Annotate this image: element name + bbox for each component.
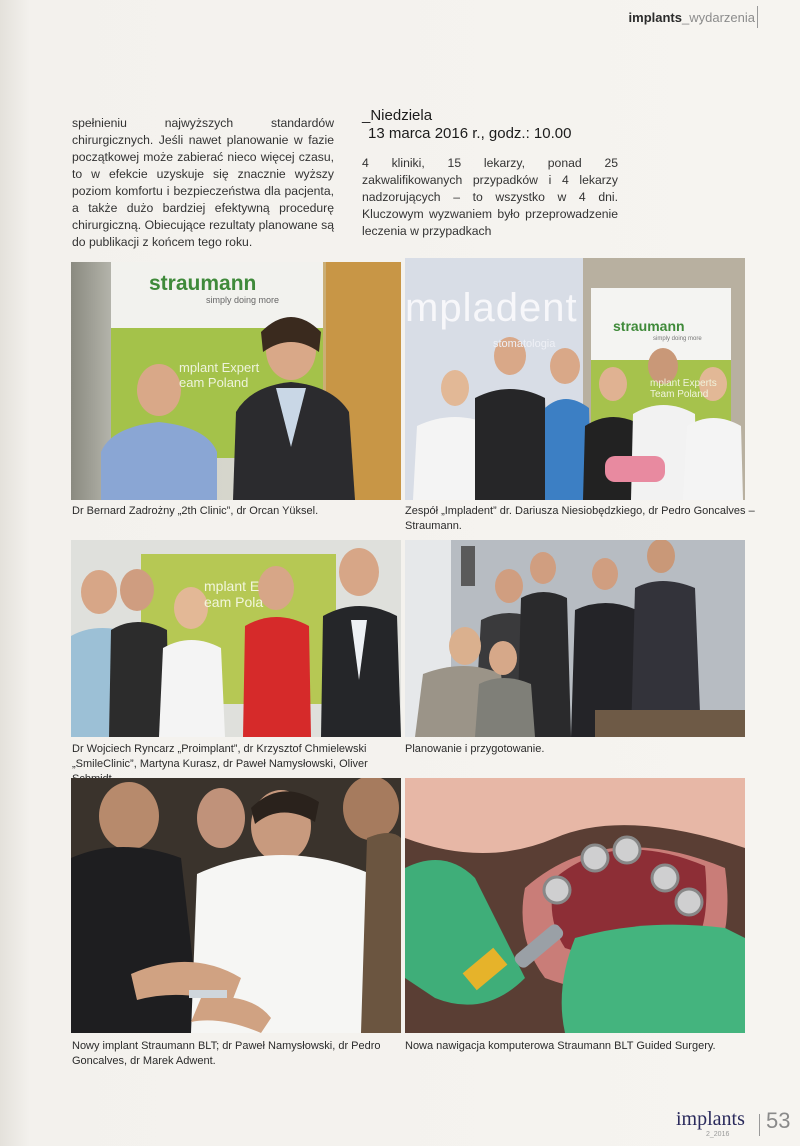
header-section: _wydarzenia — [682, 10, 755, 25]
section-date: 13 marca 2016 r., godz.: 10.00 — [368, 125, 572, 142]
banner-text: mplant Expert eam Poland — [179, 360, 260, 390]
banner-tagline-2: simply doing more — [653, 336, 702, 342]
banner-text-3: mplant E eam Pola — [204, 578, 264, 610]
caption-2: Zespół „Impladent” dr. Dariusza Niesiobędzkiego, dr Pedro Goncalves – Straumann. — [405, 505, 755, 532]
footer-issue: 2_2016 — [706, 1131, 730, 1138]
caption-4: Planowanie i przygotowanie. — [405, 743, 545, 755]
section-day: _Niedziela — [362, 107, 433, 124]
banner-brand: straumann — [149, 272, 257, 295]
caption-3: Dr Wojciech Ryncarz „Proimplant”, dr Krzysztof Chmielewski „SmileClinic”, Martyna Kurasz, dr Paweł Namysłowski, Oliver — [72, 743, 368, 770]
wall-logo-text: mpladent — [405, 286, 578, 330]
header-brand: implants — [628, 10, 682, 25]
photo-guided-surgery — [405, 778, 745, 1033]
photo-planning — [405, 540, 745, 737]
header-divider — [757, 6, 758, 28]
page-number: 53 — [766, 1108, 791, 1133]
wall-sub-text: stomatologia — [493, 338, 556, 350]
section-heading — [362, 107, 622, 143]
caption-1: Dr Bernard Zadrożny „2th Clinic”, dr Orcan Yüksel. — [72, 505, 319, 517]
caption-6: Nowa nawigacja komputerowa Straumann BLT Guided Surgery. — [405, 1040, 716, 1052]
footer-divider — [759, 1114, 760, 1136]
banner-brand-2: straumann — [613, 318, 685, 334]
photo-ryncarz-group — [71, 540, 401, 737]
photo-zadrozny-yuksel — [71, 262, 401, 500]
photo-new-implant — [71, 778, 401, 1033]
running-header — [629, 10, 755, 25]
photo-impladent-team — [405, 258, 745, 500]
caption-5: Nowy implant Straumann BLT; dr Paweł Namysłowski, dr Pedro Goncalves, dr Marek Adwent. — [72, 1040, 381, 1067]
footer-brand: implants — [676, 1108, 745, 1130]
right-column-text: 4 kliniki, 15 lekarzy, ponad 25 zakwalifikowanych przypadków i 4 lekarzy nadzorujących – to wszystko w 4 dni. Kluczowym wyzwaniem było przeprowadzenie leczenia w przypadkach — [362, 156, 618, 238]
left-column-text: spełnieniu najwyższych standardów chirurgicznych. Jeśli nawet planowanie w fazie początkowej może zabierać nieco więcej czasu, to w efekcie uzyskuje się znacznie wyższy poziom komfortu i bezpieczeństwa dla pacjenta, a także dużo bardziej efektywną procedurę chirurgiczną. Obiecujące rezultaty planowane są do publikacji z końcem tego roku. — [72, 116, 334, 249]
banner-tagline: simply doing more — [206, 295, 280, 305]
banner-text-2: mplant Experts Team Poland — [650, 378, 717, 400]
